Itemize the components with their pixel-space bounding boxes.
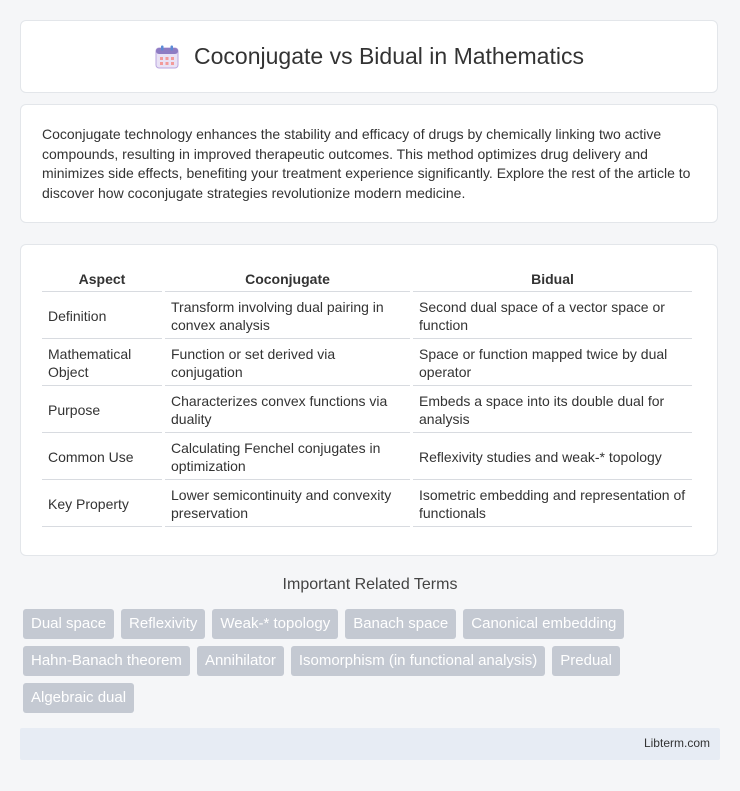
cell-coconjugate: Lower semicontinuity and convexity preservation [165,482,410,527]
table-row [42,435,692,480]
footer [20,728,720,760]
cell-aspect: Mathematical Object [42,341,162,386]
table-row [42,294,692,339]
related-terms-title: Important Related Terms [282,576,458,593]
tag-canonical-embedding[interactable]: Canonical embedding [463,609,624,639]
footer-site-link[interactable]: Libterm.com [643,736,710,750]
cell-coconjugate: Calculating Fenchel conjugates in optimization [165,435,410,480]
header-card [20,20,718,93]
cell-bidual: Second dual space of a vector space or function [413,294,692,339]
cell-bidual: Reflexivity studies and weak-* topology [413,435,692,480]
related-terms-list [23,609,703,713]
table-row [42,388,692,433]
cell-aspect: Purpose [42,388,162,433]
tag-predual[interactable]: Predual [552,646,620,676]
cell-aspect: Definition [42,294,162,339]
tag-weak-star-topology[interactable]: Weak-* topology [212,609,338,639]
header-coconjugate: Coconjugate [165,267,410,292]
table-row [42,482,692,527]
intro-card [20,104,718,223]
tag-algebraic-dual[interactable]: Algebraic dual [23,683,134,713]
cell-coconjugate: Function or set derived via conjugation [165,341,410,386]
table-header-row [42,267,692,292]
header-bidual: Bidual [413,267,692,292]
cell-bidual: Space or function mapped twice by dual operator [413,341,692,386]
intro-text: Coconjugate technology enhances the stability and efficacy of drugs by chemically linking two active compounds, resulting in improved therapeutic outcomes. This method optimizes drug delivery and minimizes side effects, benefiting your treatment experience significantly. Explore the rest of the article to discover how coconjugate strategies revolutionize modern medicine. [42,126,691,201]
cell-bidual: Isometric embedding and representation of functionals [413,482,692,527]
tag-banach-space[interactable]: Banach space [345,609,456,639]
comparison-card [20,244,718,556]
cell-aspect: Common Use [42,435,162,480]
tag-hahn-banach-theorem[interactable]: Hahn-Banach theorem [23,646,190,676]
cell-coconjugate: Characterizes convex functions via duality [165,388,410,433]
tag-annihilator[interactable]: Annihilator [197,646,284,676]
cell-bidual: Embeds a space into its double dual for analysis [413,388,692,433]
cell-coconjugate: Transform involving dual pairing in convex analysis [165,294,410,339]
calendar-icon [154,44,180,70]
cell-aspect: Key Property [42,482,162,527]
table-row [42,341,692,386]
tag-dual-space[interactable]: Dual space [23,609,114,639]
tag-reflexivity[interactable]: Reflexivity [121,609,205,639]
page-title: Coconjugate vs Bidual in Mathematics [194,43,584,69]
tag-isomorphism[interactable]: Isomorphism (in functional analysis) [291,646,545,676]
comparison-table [39,265,695,529]
header-aspect: Aspect [42,267,162,292]
